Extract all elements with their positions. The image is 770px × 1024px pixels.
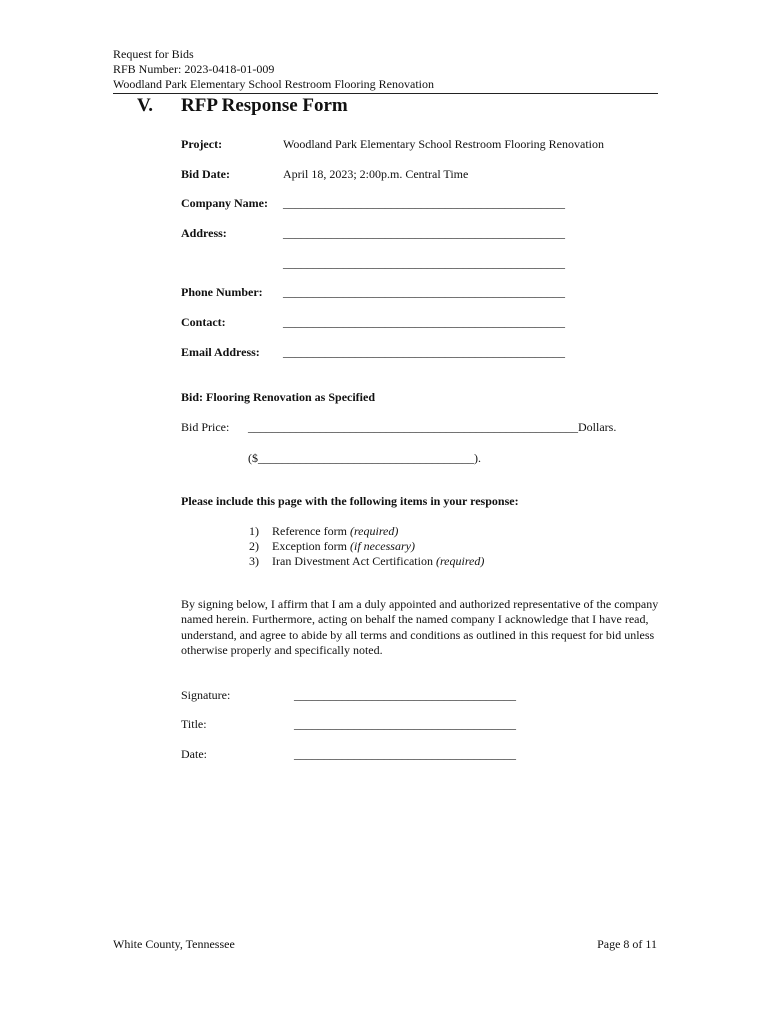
header-project-name: Woodland Park Elementary School Restroom Flooring Renovation xyxy=(113,77,434,91)
signature-label: Signature: xyxy=(181,688,231,702)
list-item-text: Reference form xyxy=(272,524,350,538)
address-label: Address: xyxy=(181,226,227,240)
signature-field[interactable]: _____________________________________ xyxy=(294,688,516,702)
contact-field[interactable]: _______________________________________________ xyxy=(283,315,565,329)
bid-price-field[interactable]: _______________________________________________________Dollars. xyxy=(248,420,617,434)
project-value: Woodland Park Elementary School Restroom Flooring Renovation xyxy=(283,137,604,151)
address-field-line-1[interactable]: _______________________________________________ xyxy=(283,226,565,240)
header-request-for-bids: Request for Bids xyxy=(113,47,194,61)
list-item xyxy=(272,554,484,569)
list-item-note: (if necessary) xyxy=(349,539,415,553)
title-label: Title: xyxy=(181,717,207,731)
affirmation-paragraph: By signing below, I affirm that I am a duly appointed and authorized representative of the company named herein. Furthermore, acting on behalf the named company I acknowledge that I have read, understand, and agree to abide by all terms and conditions as outlined in this request for bid unless otherwise properly and specifically noted. xyxy=(181,597,659,657)
phone-number-label: Phone Number: xyxy=(181,285,263,299)
include-heading: Please include this page with the following items in your response: xyxy=(181,494,519,508)
header-divider xyxy=(113,93,658,94)
bid-date-value: April 18, 2023; 2:00p.m. Central Time xyxy=(283,167,469,181)
section-title: RFP Response Form xyxy=(181,95,348,116)
bid-price-numeric-field[interactable]: ($____________________________________). xyxy=(248,451,481,465)
list-item xyxy=(272,524,398,539)
list-item-number: 3) xyxy=(249,554,259,568)
header-rfb-number: RFB Number: 2023-0418-01-009 xyxy=(113,62,275,76)
project-label: Project: xyxy=(181,137,223,151)
list-item-note: (required) xyxy=(435,554,485,568)
list-item-number: 2) xyxy=(249,539,259,553)
list-item xyxy=(272,539,415,554)
list-item-text: Iran Divestment Act Certification xyxy=(272,554,436,568)
section-number: V. xyxy=(137,95,154,116)
bid-date-label: Bid Date: xyxy=(181,167,230,181)
company-name-field[interactable]: _______________________________________________ xyxy=(283,196,565,210)
company-name-label: Company Name: xyxy=(181,196,268,210)
date-field[interactable]: _____________________________________ xyxy=(294,747,516,761)
email-address-label: Email Address: xyxy=(181,345,260,359)
date-label: Date: xyxy=(181,747,207,761)
phone-number-field[interactable]: _______________________________________________ xyxy=(283,285,565,299)
contact-label: Contact: xyxy=(181,315,226,329)
address-field-line-2[interactable]: _______________________________________________ xyxy=(283,256,565,270)
bid-price-label: Bid Price: xyxy=(181,420,230,434)
email-address-field[interactable]: _______________________________________________ xyxy=(283,345,565,359)
list-item-note: (required) xyxy=(349,524,399,538)
list-item-text: Exception form xyxy=(272,539,350,553)
bid-heading: Bid: Flooring Renovation as Specified xyxy=(181,390,376,404)
title-field[interactable]: _____________________________________ xyxy=(294,717,516,731)
list-item-number: 1) xyxy=(249,524,259,538)
footer-county: White County, Tennessee xyxy=(113,937,235,951)
footer-page-number: Page 8 of 11 xyxy=(597,937,657,951)
